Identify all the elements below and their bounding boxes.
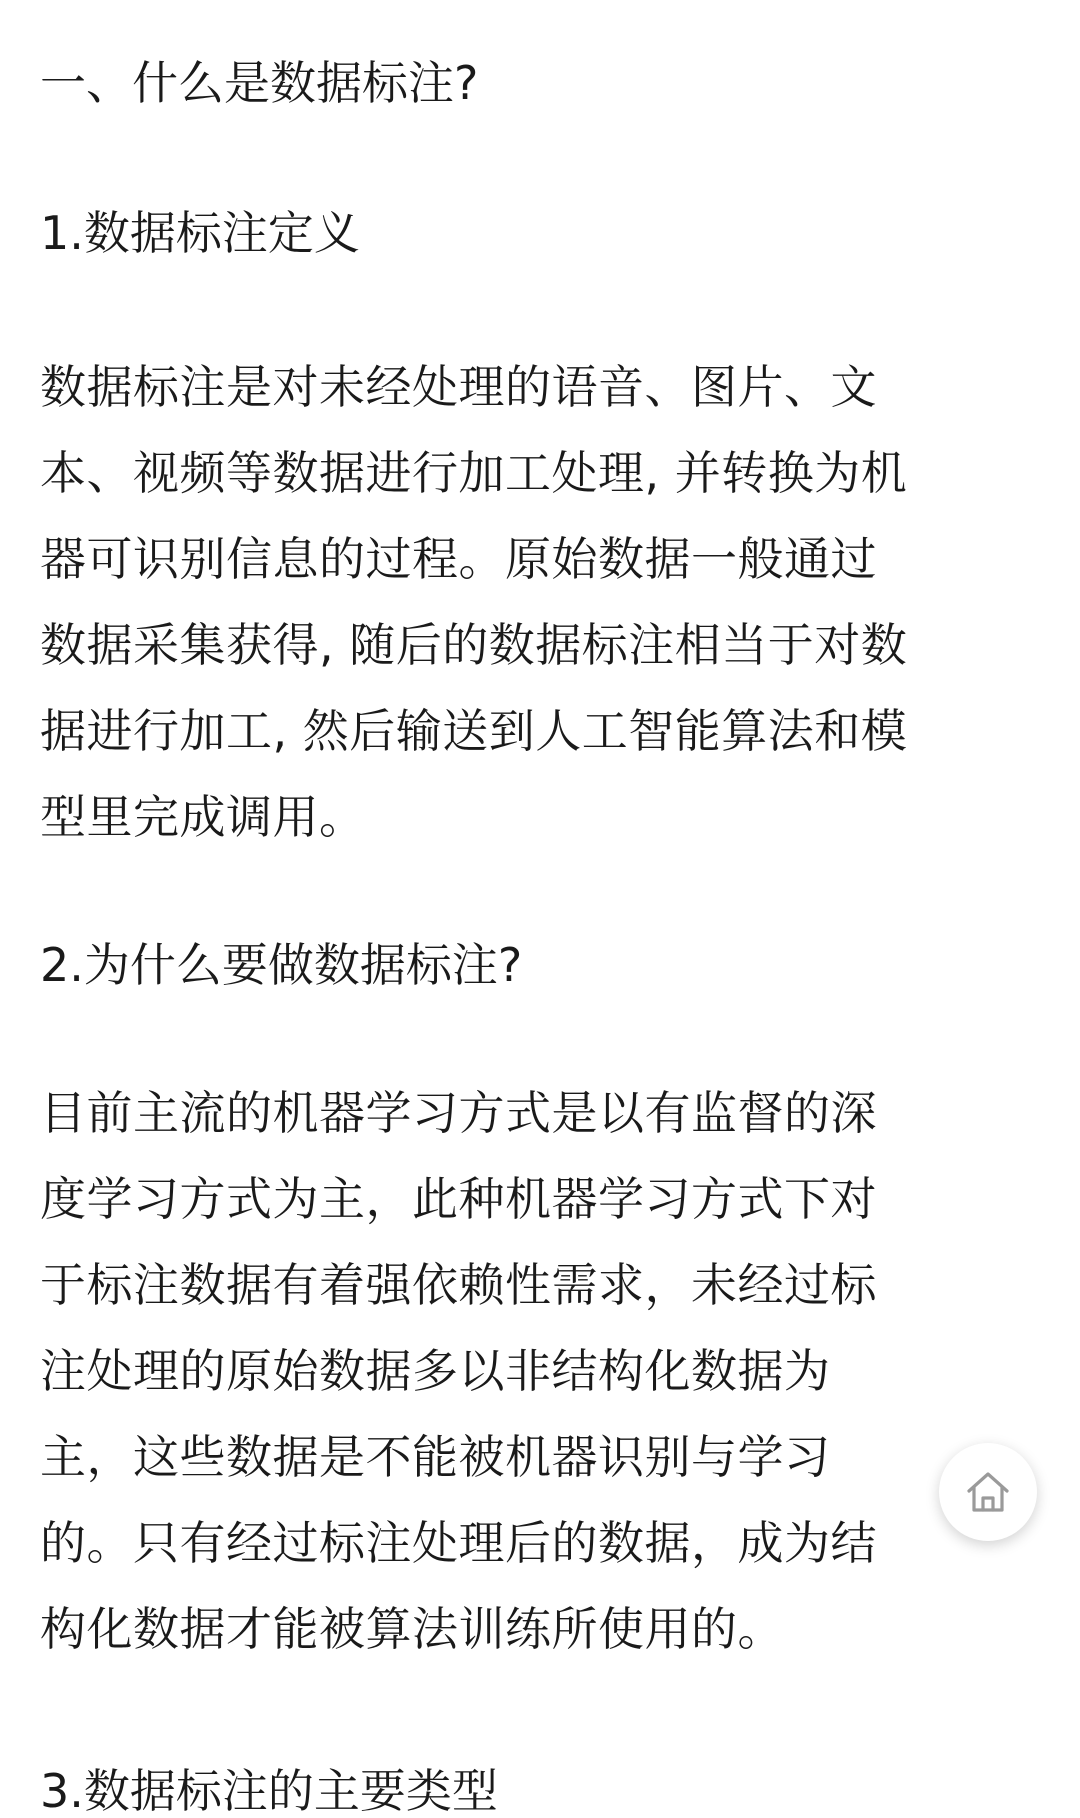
- paragraph-line: 于标注数据有着强依赖性需求，未经过标: [40, 1258, 877, 1312]
- paragraph-line: 型里完成调用。: [40, 790, 366, 844]
- paragraph-line: 数据采集获得, 随后的数据标注相当于对数: [40, 618, 908, 672]
- home-icon: [961, 1465, 1015, 1519]
- section-heading-definition: 1.数据标注定义: [40, 206, 360, 260]
- paragraph-line: 器可识别信息的过程。原始数据一般通过: [40, 532, 877, 586]
- paragraph-definition: [40, 344, 1040, 860]
- paragraph-line: 目前主流的机器学习方式是以有监督的深: [40, 1086, 877, 1140]
- paragraph-line: 度学习方式为主，此种机器学习方式下对: [40, 1172, 877, 1226]
- paragraph-line: 据进行加工, 然后输送到人工智能算法和模: [40, 704, 908, 758]
- paragraph-line: 构化数据才能被算法训练所使用的。: [40, 1602, 784, 1656]
- article-title: 一、什么是数据标注?: [40, 56, 479, 110]
- paragraph-line: 注处理的原始数据多以非结构化数据为: [40, 1344, 831, 1398]
- paragraph-line: 的。只有经过标注处理后的数据，成为结: [40, 1516, 877, 1570]
- paragraph-line: 本、视频等数据进行加工处理, 并转换为机: [40, 446, 908, 500]
- section-heading-types: 3.数据标注的主要类型: [40, 1764, 498, 1818]
- paragraph-line: 主，这些数据是不能被机器识别与学习: [40, 1430, 831, 1484]
- paragraph-why: [40, 1070, 1040, 1672]
- section-heading-why: 2.为什么要做数据标注?: [40, 938, 523, 992]
- home-button[interactable]: [939, 1443, 1037, 1541]
- paragraph-line: 数据标注是对未经处理的语音、图片、文: [40, 360, 877, 414]
